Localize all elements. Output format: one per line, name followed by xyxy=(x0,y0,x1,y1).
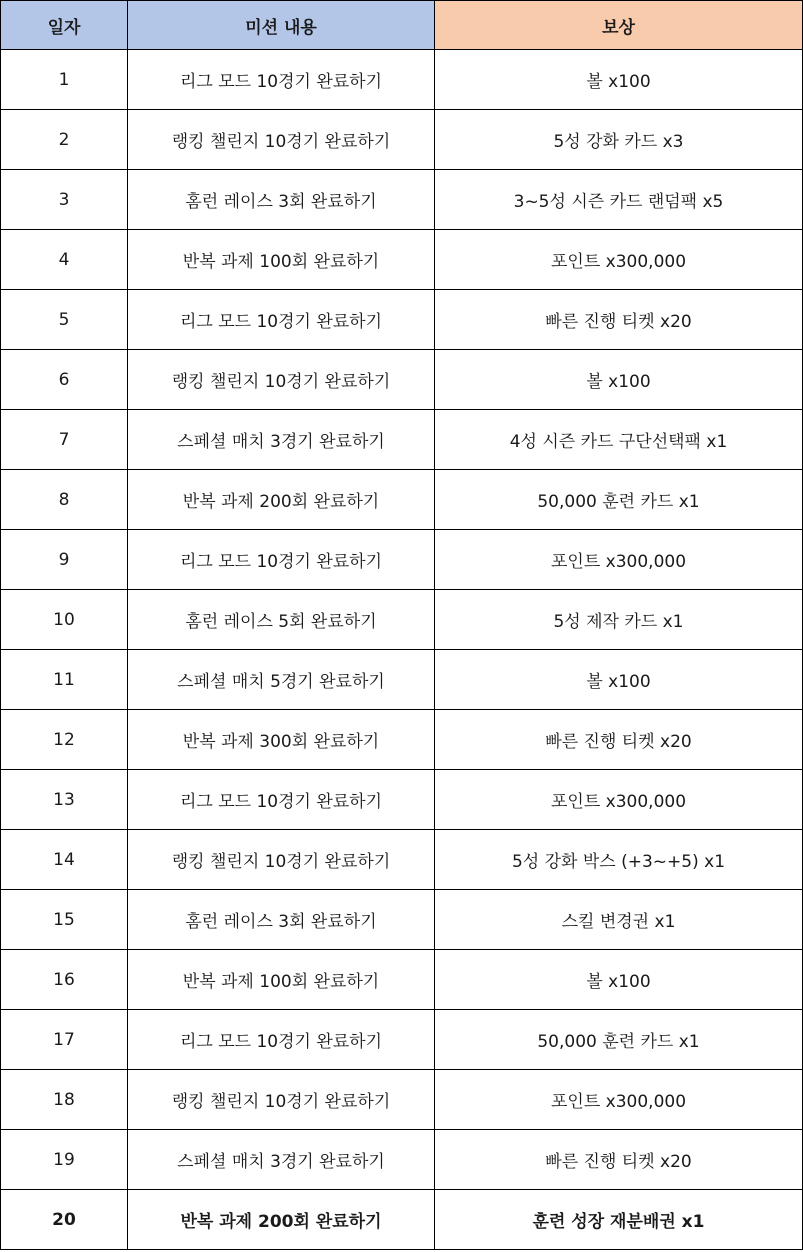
day-cell: 12 xyxy=(1,710,128,770)
mission-cell: 홈런 레이스 3회 완료하기 xyxy=(128,170,435,230)
day-cell: 2 xyxy=(1,110,128,170)
reward-cell: 볼 x100 xyxy=(435,650,803,710)
table-row xyxy=(1,410,803,470)
reward-cell: 포인트 x300,000 xyxy=(435,1070,803,1130)
reward-cell: 빠른 진행 티켓 x20 xyxy=(435,710,803,770)
day-cell: 18 xyxy=(1,1070,128,1130)
day-cell: 9 xyxy=(1,530,128,590)
mission-cell: 스페셜 매치 3경기 완료하기 xyxy=(128,1130,435,1190)
table-row xyxy=(1,1190,803,1250)
table-row xyxy=(1,110,803,170)
reward-cell: 빠른 진행 티켓 x20 xyxy=(435,290,803,350)
reward-cell: 5성 강화 박스 (+3~+5) x1 xyxy=(435,830,803,890)
mission-cell: 반복 과제 100회 완료하기 xyxy=(128,230,435,290)
mission-cell: 홈런 레이스 5회 완료하기 xyxy=(128,590,435,650)
reward-cell: 빠른 진행 티켓 x20 xyxy=(435,1130,803,1190)
day-cell: 11 xyxy=(1,650,128,710)
header-day: 일자 xyxy=(1,1,128,50)
mission-cell: 랭킹 챌린지 10경기 완료하기 xyxy=(128,350,435,410)
day-cell: 19 xyxy=(1,1130,128,1190)
day-cell: 3 xyxy=(1,170,128,230)
day-cell: 14 xyxy=(1,830,128,890)
reward-cell: 5성 제작 카드 x1 xyxy=(435,590,803,650)
header-row xyxy=(1,1,803,50)
day-cell: 16 xyxy=(1,950,128,1010)
table-row xyxy=(1,1010,803,1070)
table-row xyxy=(1,50,803,110)
reward-cell: 볼 x100 xyxy=(435,50,803,110)
mission-cell: 스페셜 매치 5경기 완료하기 xyxy=(128,650,435,710)
table-row xyxy=(1,830,803,890)
reward-cell: 볼 x100 xyxy=(435,950,803,1010)
day-cell: 20 xyxy=(1,1190,128,1250)
mission-cell: 반복 과제 200회 완료하기 xyxy=(128,1190,435,1250)
day-cell: 17 xyxy=(1,1010,128,1070)
mission-cell: 리그 모드 10경기 완료하기 xyxy=(128,1010,435,1070)
reward-cell: 50,000 훈련 카드 x1 xyxy=(435,1010,803,1070)
table-row xyxy=(1,350,803,410)
mission-cell: 랭킹 챌린지 10경기 완료하기 xyxy=(128,110,435,170)
reward-cell: 3~5성 시즌 카드 랜덤팩 x5 xyxy=(435,170,803,230)
table-row xyxy=(1,470,803,530)
day-cell: 5 xyxy=(1,290,128,350)
reward-cell: 포인트 x300,000 xyxy=(435,530,803,590)
table-row xyxy=(1,290,803,350)
reward-cell: 포인트 x300,000 xyxy=(435,230,803,290)
table-row xyxy=(1,1070,803,1130)
mission-cell: 리그 모드 10경기 완료하기 xyxy=(128,530,435,590)
table-row xyxy=(1,710,803,770)
reward-cell: 스킬 변경권 x1 xyxy=(435,890,803,950)
mission-cell: 리그 모드 10경기 완료하기 xyxy=(128,50,435,110)
table-row xyxy=(1,650,803,710)
table-row xyxy=(1,890,803,950)
day-cell: 10 xyxy=(1,590,128,650)
header-mission: 미션 내용 xyxy=(128,1,435,50)
day-cell: 13 xyxy=(1,770,128,830)
mission-cell: 반복 과제 100회 완료하기 xyxy=(128,950,435,1010)
reward-cell: 훈련 성장 재분배권 x1 xyxy=(435,1190,803,1250)
mission-cell: 반복 과제 300회 완료하기 xyxy=(128,710,435,770)
table-row xyxy=(1,950,803,1010)
table-body xyxy=(1,50,803,1250)
day-cell: 4 xyxy=(1,230,128,290)
mission-cell: 스페셜 매치 3경기 완료하기 xyxy=(128,410,435,470)
reward-cell: 볼 x100 xyxy=(435,350,803,410)
table-row xyxy=(1,770,803,830)
mission-cell: 홈런 레이스 3회 완료하기 xyxy=(128,890,435,950)
reward-cell: 4성 시즌 카드 구단선택팩 x1 xyxy=(435,410,803,470)
mission-cell: 랭킹 챌린지 10경기 완료하기 xyxy=(128,830,435,890)
table-row xyxy=(1,230,803,290)
reward-cell: 50,000 훈련 카드 x1 xyxy=(435,470,803,530)
table-row xyxy=(1,590,803,650)
mission-cell: 리그 모드 10경기 완료하기 xyxy=(128,770,435,830)
day-cell: 6 xyxy=(1,350,128,410)
table-row xyxy=(1,170,803,230)
table-row xyxy=(1,530,803,590)
day-cell: 15 xyxy=(1,890,128,950)
day-cell: 8 xyxy=(1,470,128,530)
mission-cell: 랭킹 챌린지 10경기 완료하기 xyxy=(128,1070,435,1130)
table-row xyxy=(1,1130,803,1190)
mission-cell: 반복 과제 200회 완료하기 xyxy=(128,470,435,530)
day-cell: 1 xyxy=(1,50,128,110)
header-reward: 보상 xyxy=(435,1,803,50)
reward-cell: 포인트 x300,000 xyxy=(435,770,803,830)
reward-cell: 5성 강화 카드 x3 xyxy=(435,110,803,170)
mission-cell: 리그 모드 10경기 완료하기 xyxy=(128,290,435,350)
day-cell: 7 xyxy=(1,410,128,470)
